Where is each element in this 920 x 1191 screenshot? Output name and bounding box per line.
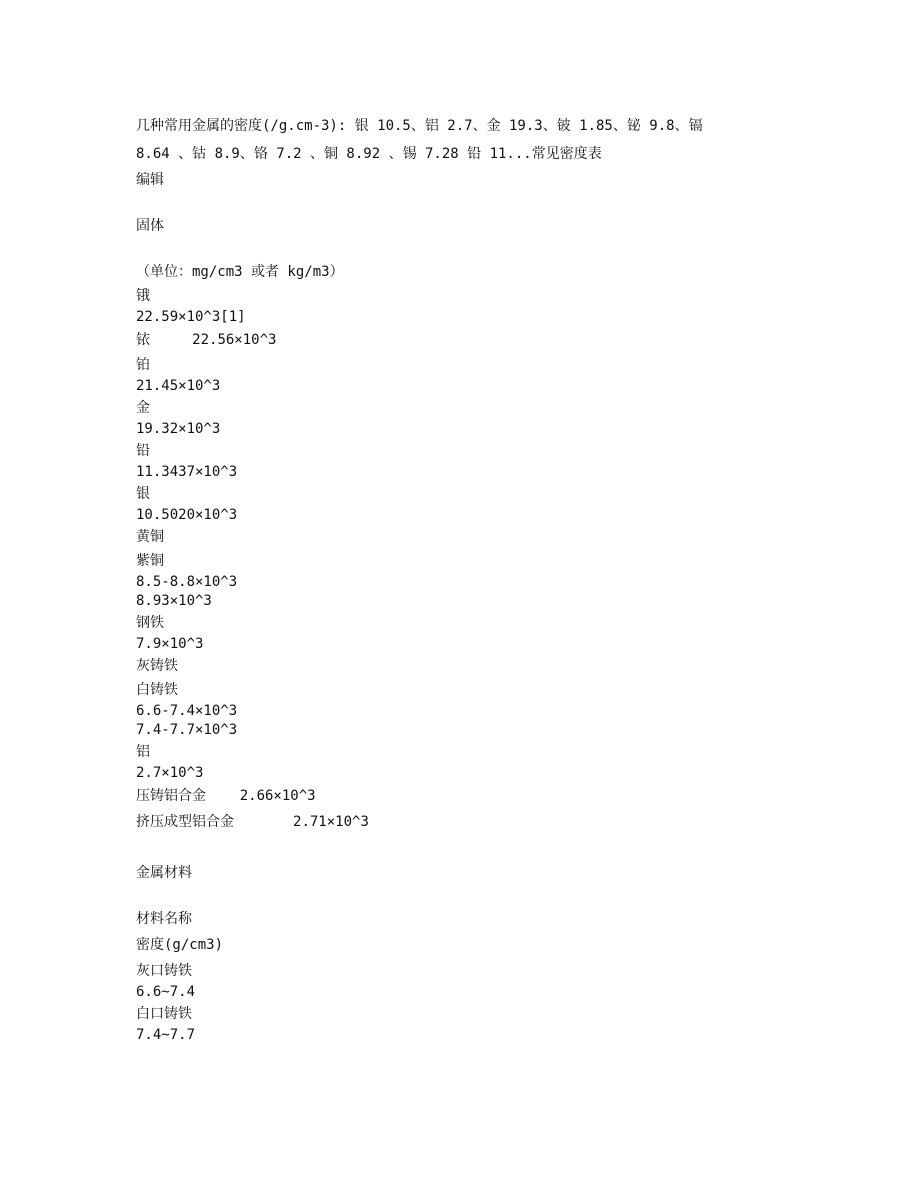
solid-item-value: 22.59×10^3[1] [136, 309, 246, 325]
solid-item-name: 银 [136, 486, 150, 502]
solid-item-name: 压铸铝合金 [136, 788, 206, 804]
solid-item-row [136, 396, 786, 439]
solid-item-value: 8.5-8.8×10^3 [136, 574, 238, 590]
solid-item-name: 紫铜 [136, 553, 164, 569]
solid-item-name: 金 [136, 400, 150, 416]
solid-item-row [136, 525, 786, 549]
solid-unit-note: （单位：mg/cm3 或者 kg/m3） [136, 264, 344, 280]
solid-item-row [136, 284, 786, 327]
solid-item-row [136, 654, 786, 678]
metal-item-value: 7.4~7.7 [136, 1027, 196, 1043]
solid-item-spacer [206, 788, 240, 804]
metal-item-row [136, 959, 786, 1002]
solid-item-value: 2.7×10^3 [136, 765, 204, 781]
solid-density-list [136, 284, 786, 835]
solid-item-value: 7.9×10^3 [136, 636, 204, 652]
solid-item-name: 黄铜 [136, 529, 164, 545]
solid-item-row [136, 327, 786, 353]
solid-item-row [136, 482, 786, 525]
solid-item-row [136, 809, 786, 835]
intro-paragraph [136, 112, 786, 168]
solid-item-name: 挤压成型铝合金 [136, 814, 234, 830]
solid-item-row [136, 783, 786, 809]
intro-line-1: 几种常用金属的密度(/g.cm-3): 银 10.5、铝 2.7、金 19.3、铍 1.85、铋 9.8、镉 [136, 118, 703, 134]
metal-heading: 金属材料 [136, 865, 192, 881]
solid-item-name: 铅 [136, 443, 150, 459]
document-page [136, 112, 786, 1045]
metal-item-row [136, 1002, 786, 1045]
solid-item-name: 锇 [136, 288, 150, 304]
solid-item-value-2: 7.4-7.7×10^3 [136, 722, 238, 738]
solid-item-value-2: 8.93×10^3 [136, 593, 212, 609]
metal-item-value: 6.6~7.4 [136, 984, 196, 1000]
solid-item-row [136, 439, 786, 482]
edit-link[interactable]: 编辑 [136, 172, 164, 188]
solid-item-row [136, 740, 786, 783]
solid-item-value: 11.3437×10^3 [136, 464, 238, 480]
solid-item-value: 19.32×10^3 [136, 421, 221, 437]
solid-item-name: 铱 [136, 332, 150, 348]
solid-item-value: 21.45×10^3 [136, 378, 221, 394]
solid-item-spacer [234, 814, 293, 830]
solid-item-name: 铂 [136, 357, 150, 373]
metal-col-name: 材料名称 [136, 911, 192, 927]
metal-density-list [136, 959, 786, 1045]
solid-heading: 固体 [136, 218, 164, 234]
solid-item-value: 2.66×10^3 [239, 788, 316, 804]
solid-item-spacer [150, 332, 192, 348]
solid-item-row [136, 353, 786, 396]
metal-item-name: 白口铸铁 [136, 1006, 192, 1022]
solid-item-name: 灰铸铁 [136, 658, 178, 674]
solid-item-row [136, 678, 786, 740]
solid-item-row [136, 549, 786, 611]
solid-item-value: 10.5020×10^3 [136, 507, 238, 523]
metal-item-name: 灰口铸铁 [136, 963, 192, 979]
solid-item-value: 22.56×10^3 [192, 332, 277, 348]
solid-item-name: 钢铁 [136, 615, 164, 631]
intro-line-2: 8.64 、钴 8.9、铬 7.2 、铜 8.92 、锡 7.28 铅 11...常见密度表 [136, 146, 602, 162]
solid-item-name: 铝 [136, 744, 150, 760]
solid-item-value: 6.6-7.4×10^3 [136, 703, 238, 719]
solid-item-name: 白铸铁 [136, 682, 178, 698]
solid-item-value: 2.71×10^3 [293, 814, 369, 830]
solid-item-row [136, 611, 786, 654]
metal-col-density: 密度(g/cm3) [136, 937, 224, 953]
